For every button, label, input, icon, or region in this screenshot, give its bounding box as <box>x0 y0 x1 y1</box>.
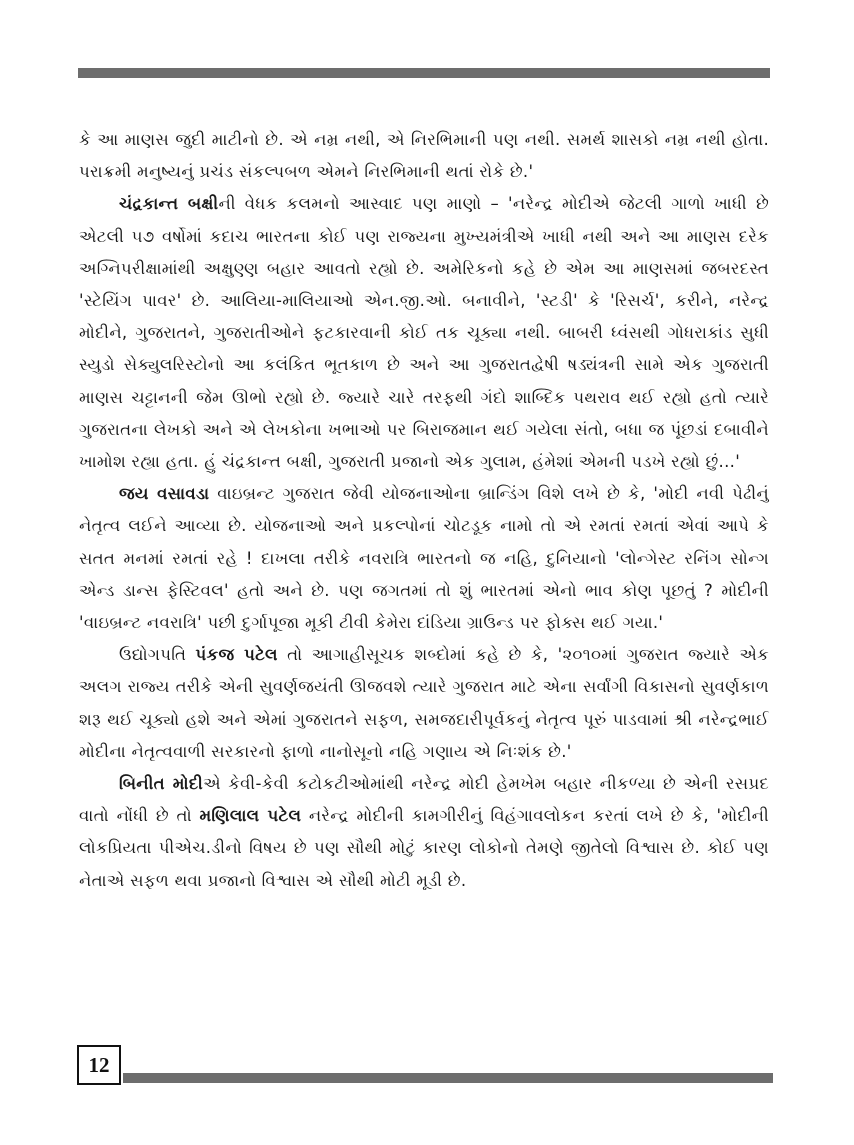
paragraph-text: ની વેધક કલમનો આસ્વાદ પણ માણો – 'નરેન્દ્ર મોદીએ જેટલી ગાળો ખાધી છે એટલી ૫૭ વર્ષોમાં કદાચ ભારતના કોઈ પણ રાજ્યના મુખ્યમંત્રીએ ખાધી નથી અને આ માણસ દરેક અગ્નિપરીક્ષામાંથી અક્ષુણ્ણ બહાર આવતો રહ્યો છે. અમેરિકનો કહે છે એમ આ માણસમાં જબરદસ્ત 'સ્ટેયિંગ પાવર' છે. આલિયા-માલિયાઓ એન.જી.ઓ. બનાવીને, 'સ્ટડી' કે 'રિસર્ચ', કરીને, નરેન્દ્ર મોદીને, ગુજરાતને, ગુજરાતીઓને ફટકારવાની કોઈ તક ચૂક્યા નથી. બાબરી ધ્વંસથી ગોધરાકાંડ સુધી સ્યુડો સેક્યુલરિસ્ટોનો આ કલંકિત ભૂતકાળ છે અને આ ગુજરાતદ્વેષી ષડ્યંત્રની સામે એક ગુજરાતી માણસ ચટ્ટાનની જેમ ઊભો રહ્યો છે. જ્યારે ચારે તરફથી ગંદો શાબ્દિક પથરાવ થઈ રહ્યો હતો ત્યારે ગુજરાતના લેખકો અને એ લેખકોના ખભાઓ પર બિરાજમાન થઈ ગયેલા સંતો, બધા જ પૂંછડાં દબાવીને ખામોશ રહ્યા હતા. હું ચંદ્રકાન્ત બક્ષી, ગુજરાતી પ્રજાનો એક ગુલામ, હંમેશાં એમની પડખે રહ્યો છું...' <box>79 194 769 472</box>
paragraph <box>79 639 769 768</box>
author-name-pankaj-patel: પંકજ પટેલ <box>195 645 278 665</box>
header-rule <box>78 68 770 78</box>
paragraph <box>79 768 769 897</box>
paragraph-text: વાઇબ્રન્ટ ગુજરાત જેવી યોજનાઓના બ્રાન્ડિંગ વિશે લખે છે કે, 'મોદી નવી પેઢીનું નેતૃત્વ લઈને આવ્યા છે. યોજનાઓ અને પ્રકલ્પોનાં ચોટડૂક નામો તો એ રમતાં રમતાં એવાં આપે કે સતત મનમાં રમતાં રહે ! દાખલા તરીકે નવરાત્રિ ભારતનો જ નહિ, દુનિયાનો 'લોન્ગેસ્ટ રનિંગ સોન્ગ એન્ડ ડાન્સ ફેસ્ટિવલ' હતો અને છે. પણ જગતમાં તો શું ભારતમાં એનો ભાવ કોણ પૂછતું ? મોદીની 'વાઇબ્રન્ટ નવરાત્રિ' પછી દુર્ગાપૂજા મૂકી ટીવી કેમેરા દાંડિયા ગ્રાઉન્ડ પર ફોક્સ થઈ ગયા.' <box>79 484 769 633</box>
paragraph-text: ઉદ્યોગપતિ <box>119 645 196 665</box>
paragraph-text: તો આગાહીસૂચક શબ્દોમાં કહે છે કે, '૨૦૧૦માં ગુજરાત જ્યારે એક અલગ રાજ્ય તરીકે એની સુવર્ણજયંતી ઊજવશે ત્યારે ગુજરાત માટે એના સર્વાંગી વિકાસનો સુવર્ણકાળ શરૂ થઈ ચૂક્યો હશે અને એમાં ગુજરાતને સફળ, સમજદારીપૂર્વકનું નેતૃત્વ પૂરું પાડવામાં શ્રી નરેન્દ્રભાઈ મોદીના નેતૃત્વવાળી સરકારનો ફાળો નાનોસૂનો નહિ ગણાય એ નિઃશંક છે.' <box>79 645 770 761</box>
paragraph-text: નરેન્દ્ર મોદીની કામગીરીનું વિહંગાવલોકન કરતાં લખે છે કે, 'મોદીની લોકપ્રિયતા પીએચ.ડીનો વિષય છે પણ સૌથી મોટું કારણ લોકોનો તેમણે જીતેલો વિશ્વાસ છે. કોઈ પણ નેતાએ સફળ થવા પ્રજાનો વિશ્વાસ એ સૌથી મોટી મૂડી છે. <box>79 806 769 890</box>
paragraph-text: એ કેવી-કેવી કટોકટીઓમાંથી નરેન્દ્ર મોદી હેમખેમ બહાર નીકળ્યા છે એની રસપ્રદ વાતો નોંધી છે તો <box>79 774 769 826</box>
paragraph <box>79 124 769 188</box>
paragraph <box>79 478 769 639</box>
page-number-box <box>77 1045 121 1085</box>
page-number: 12 <box>88 1052 110 1077</box>
paragraph <box>79 188 769 478</box>
footer-rule <box>123 1073 773 1083</box>
paragraph-text: કે આ માણસ જુદી માટીનો છે. એ નમ્ર નથી, એ નિરભિમાની પણ નથી. સમર્થ શાસકો નમ્ર નથી હોતા. પરાક્રમી મનુષ્યનું પ્રચંડ સંકલ્પબળ એમને નિરભિમાની થતાં રોકે છે.' <box>79 130 769 182</box>
author-name-manilal-patel: મણિલાલ પટેલ <box>199 806 302 826</box>
author-name-vasavada: જય વસાવડા <box>119 484 210 504</box>
body-text <box>79 124 769 897</box>
author-name-bakshi: ચંદ્રકાન્ત બક્ષી <box>119 194 219 214</box>
author-name-binit-modi: બિનીત મોદી <box>119 774 204 794</box>
